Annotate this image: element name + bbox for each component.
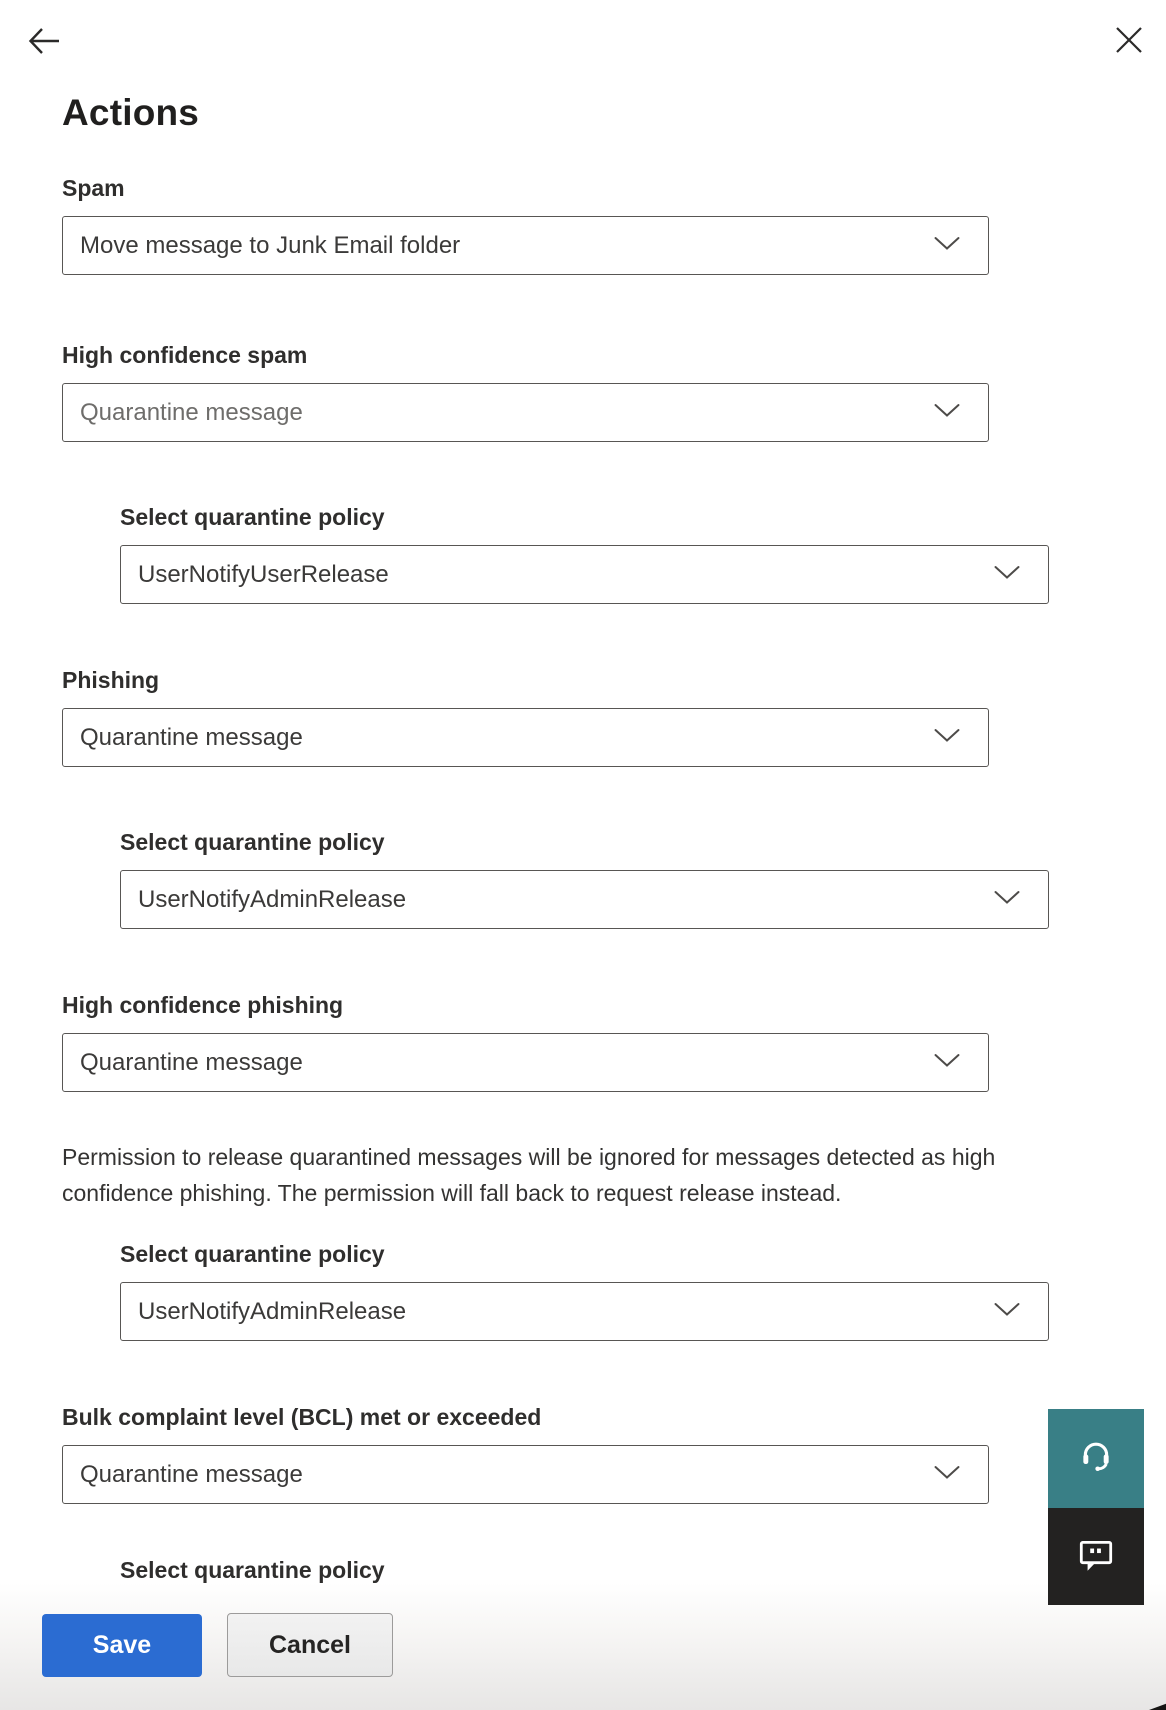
hcp-permission-note: Permission to release quarantined messages will be ignored for messages detected as high confidence phishing. The permission will fall back to request release instead.	[62, 1144, 996, 1206]
phishing-quarantine-policy-label: Select quarantine policy	[120, 829, 385, 855]
field-bcl	[62, 1403, 989, 1504]
feedback-chat-icon	[1075, 1534, 1117, 1579]
phishing-action-dropdown[interactable]	[62, 708, 989, 767]
chevron-down-icon	[994, 565, 1020, 584]
high-confidence-spam-label: High confidence spam	[62, 342, 308, 368]
close-icon	[1115, 26, 1143, 57]
back-button[interactable]	[22, 20, 66, 64]
footer-bar	[0, 1583, 1166, 1710]
chevron-down-icon	[934, 728, 960, 747]
spam-action-dropdown[interactable]	[62, 216, 989, 275]
high-confidence-spam-action-value: Quarantine message	[80, 398, 303, 426]
field-phishing	[62, 666, 989, 767]
feedback-button[interactable]	[1048, 1508, 1144, 1605]
page-title: Actions	[62, 92, 200, 133]
chevron-down-icon	[934, 403, 960, 422]
spam-action-value: Move message to Junk Email folder	[80, 231, 461, 259]
close-button[interactable]	[1106, 18, 1152, 64]
hcp-quarantine-policy-dropdown[interactable]	[120, 1282, 1049, 1341]
phishing-action-value: Quarantine message	[80, 723, 303, 751]
field-hcs-quarantine-policy	[120, 503, 1049, 604]
bcl-action-dropdown[interactable]	[62, 1445, 989, 1504]
save-button[interactable]: Save	[42, 1614, 202, 1677]
hcs-quarantine-policy-dropdown[interactable]	[120, 545, 1049, 604]
high-confidence-phishing-action-value: Quarantine message	[80, 1048, 303, 1076]
hcs-quarantine-policy-value: UserNotifyUserRelease	[138, 560, 389, 588]
hcp-quarantine-policy-value: UserNotifyAdminRelease	[138, 1297, 407, 1325]
chevron-down-icon	[934, 236, 960, 255]
high-confidence-spam-action-dropdown[interactable]	[62, 383, 989, 442]
spam-label: Spam	[62, 175, 125, 201]
high-confidence-phishing-action-dropdown[interactable]	[62, 1033, 989, 1092]
bcl-action-value: Quarantine message	[80, 1460, 303, 1488]
help-support-button[interactable]	[1048, 1409, 1144, 1508]
phishing-quarantine-policy-value: UserNotifyAdminRelease	[138, 885, 407, 913]
back-arrow-icon	[25, 22, 63, 63]
hcp-quarantine-policy-label: Select quarantine policy	[120, 1241, 385, 1267]
field-high-confidence-phishing	[62, 991, 989, 1092]
bcl-quarantine-policy-label-clipped: Select quarantine policy	[120, 1557, 385, 1583]
hcs-quarantine-policy-label: Select quarantine policy	[120, 504, 385, 530]
high-confidence-phishing-label: High confidence phishing	[62, 992, 344, 1018]
chevron-down-icon	[994, 1302, 1020, 1321]
chevron-down-icon	[934, 1053, 960, 1072]
chevron-down-icon	[994, 890, 1020, 909]
chevron-down-icon	[934, 1465, 960, 1484]
field-high-confidence-spam	[62, 341, 989, 442]
phishing-label: Phishing	[62, 667, 160, 693]
bcl-label: Bulk complaint level (BCL) met or exceeded	[62, 1404, 542, 1430]
field-spam	[62, 174, 989, 275]
headset-icon	[1074, 1435, 1118, 1482]
phishing-quarantine-policy-dropdown[interactable]	[120, 870, 1049, 929]
cancel-button[interactable]: Cancel	[227, 1613, 393, 1677]
field-phishing-quarantine-policy	[120, 828, 1049, 929]
field-hcp-quarantine-policy	[120, 1240, 1049, 1341]
